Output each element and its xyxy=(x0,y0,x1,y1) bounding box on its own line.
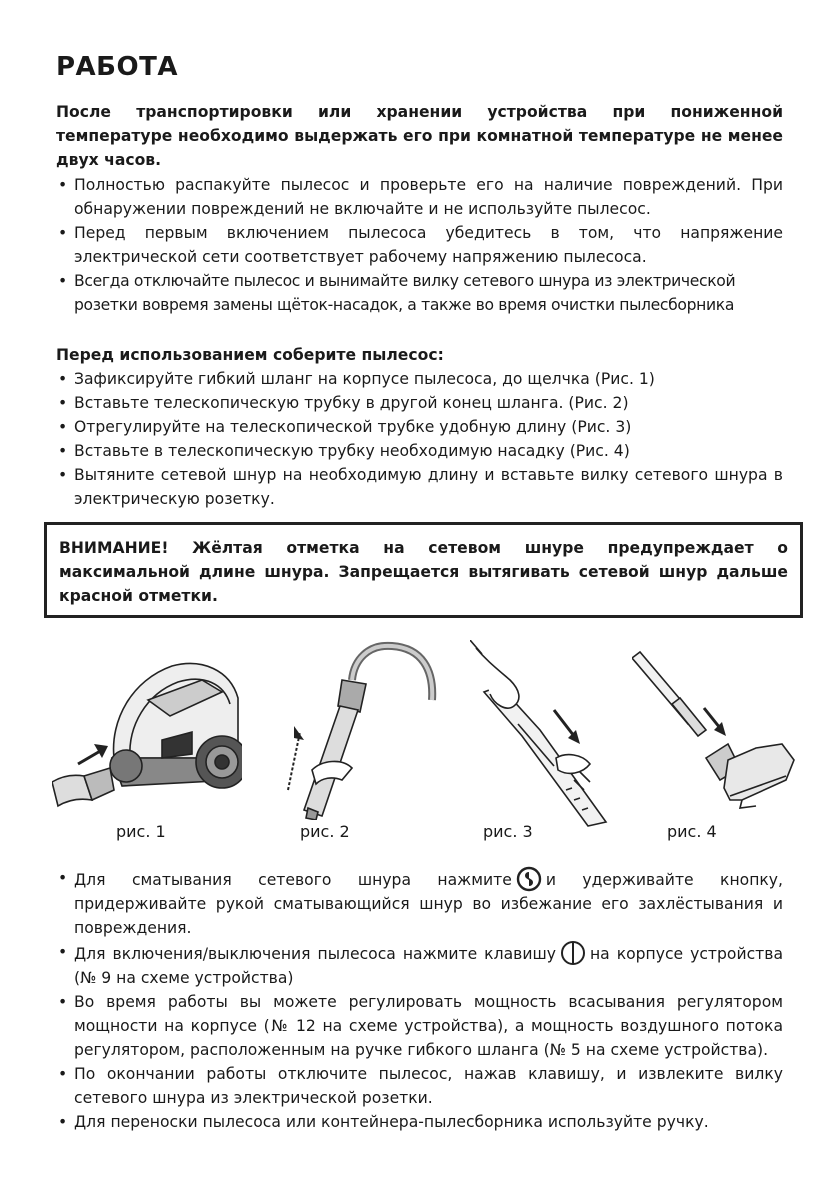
list-item: • Всегда отключайте пылесос и вынимайте вилку сетевого шнура из электрической розетки вовремя замены щёток-насадок, а также во время очистки пылесборника xyxy=(56,269,783,317)
assembly-heading: Перед использованием соберите пылесос: xyxy=(56,346,444,364)
figure-3-adjust-illustration xyxy=(470,640,620,830)
safety-list xyxy=(56,173,783,317)
list-item xyxy=(56,866,783,940)
assembly-list xyxy=(56,367,783,511)
figure-4-nozzle-illustration xyxy=(632,640,802,820)
figure-1-vacuum-illustration xyxy=(52,640,242,810)
list-item: • Вытяните сетевой шнур на необходимую длину и вставьте вилку сетевого шнура в электрическую розетку. xyxy=(56,463,783,511)
list-item: • Вставьте в телескопическую трубку необходимую насадку (Рис. 4) xyxy=(56,439,783,463)
figure-2-tube-illustration xyxy=(282,640,462,820)
power-switch-icon xyxy=(560,940,586,966)
list-item: • Вставьте телескопическую трубку в другой конец шланга. (Рис. 2) xyxy=(56,391,783,415)
list-item-text: на корпусе устройства (№ 9 на схеме устройства) xyxy=(74,945,783,987)
warning-box xyxy=(44,522,803,618)
list-item: • Во время работы вы можете регулировать мощность всасывания регулятором мощности на корпусе (№ 12 на схеме устройства), а мощность воздушного потока регулятором, расположенным на ручке гибкого шланга (№ 5 на схеме устройства). xyxy=(56,990,783,1062)
list-item xyxy=(56,940,783,990)
list-item: • Перед первым включением пылесоса убедитесь в том, что напряжение электрической сети соответствует рабочему напряжению пылесоса. xyxy=(56,221,783,269)
intro-paragraph: После транспортировки или хранении устройства при пониженной температуре необходимо выдержать его при комнатной температуре не менее двух часов. xyxy=(56,103,783,169)
list-item: • Полностью распакуйте пылесос и проверьте его на наличие повреждений. При обнаружении повреждений не включайте и не используйте пылесос. xyxy=(56,173,783,221)
list-item: • По окончании работы отключите пылесос, нажав клавишу, и извлеките вилку сетевого шнура из электрической розетки. xyxy=(56,1062,783,1110)
list-item: • Зафиксируйте гибкий шланг на корпусе пылесоса, до щелчка (Рис. 1) xyxy=(56,367,783,391)
figure-4-caption: рис. 4 xyxy=(667,822,717,841)
cord-rewind-icon xyxy=(516,866,542,892)
figure-3-caption: рис. 3 xyxy=(483,822,533,841)
warning-text: ВНИМАНИЕ! Жёлтая отметка на сетевом шнуре предупреждает о максимальной длине шнура. Запрещается вытягивать сетевой шнур дальше красной отметки. xyxy=(59,539,788,605)
figure-2-caption: рис. 2 xyxy=(300,822,350,841)
list-item: • Для переноски пылесоса или контейнера-пылесборника используйте ручку. xyxy=(56,1110,783,1134)
list-item: • Отрегулируйте на телескопической трубке удобную длину (Рис. 3) xyxy=(56,415,783,439)
page-title: РАБОТА xyxy=(56,52,178,82)
figure-1-caption: рис. 1 xyxy=(116,822,166,841)
list-item-text: Для включения/выключения пылесоса нажмите клавишу xyxy=(74,945,556,963)
list-item-text: и удерживайте кнопку, придерживайте рукой сматывающийся шнур во избежание его захлёстывания и повреждения. xyxy=(74,871,783,937)
list-item-text: Для сматывания сетевого шнура нажмите xyxy=(74,871,512,889)
operation-list xyxy=(56,866,783,1134)
